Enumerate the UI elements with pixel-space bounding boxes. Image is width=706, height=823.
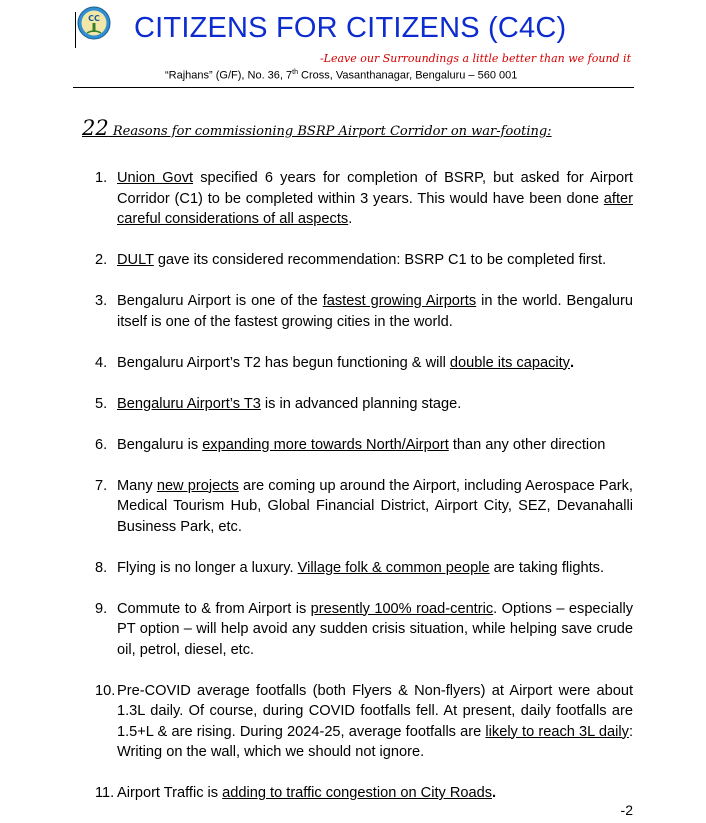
header-rule xyxy=(73,87,634,88)
list-item: 3. Bengaluru Airport is one of the fastest growing Airports in the world. Bengaluru itself is one of the fastest growing cities in the world. xyxy=(95,293,633,330)
list-item: 7. Many new projects are coming up around the Airport, including Aerospace Park, Medical Tourism Hub, Global Financial District, Airport City, SEZ, Devanahalli Business Park, etc. xyxy=(95,477,633,535)
list-item: 6. Bengaluru is expanding more towards North/Airport than any other direction xyxy=(95,436,606,453)
list-item: 2. DULT gave its considered recommendation: BSRP C1 to be completed first. xyxy=(95,252,607,268)
organization-title: CITIZENS FOR CITIZENS (C4C) xyxy=(134,12,567,44)
page-number: -2 xyxy=(620,802,633,818)
list-item: 11. Airport Traffic is adding to traffic congestion on City Roads. xyxy=(95,785,497,801)
list-item: 1. Union Govt specified 6 years for completion of BSRP, but asked for Airport Corridor (C1) to be completed within 3 years. This would have been done after careful considerations of all aspects. xyxy=(95,170,633,227)
list-item: 9. Commute to & from Airport is presently 100% road-centric. Options – especially PT option – will help avoid any sudden crisis situation, while helping save crude oil, petrol, diesel, etc. xyxy=(95,600,633,658)
list-item: 5. Bengaluru Airport’s T3 is in advanced planning stage. xyxy=(95,395,462,412)
svg-text:CC: CC xyxy=(88,14,100,23)
list-item: 10. Pre-COVID average footfalls (both Flyers & Non-flyers) at Airport were about 1.3L daily. Of course, during COVID footfalls fell. At present, daily footfalls are 1.5+L & are rising. During 2024-25, average footfalls are likely to reach 3L daily: Writing on the wall, which we should not ignore. xyxy=(95,682,633,760)
list-item: 8. Flying is no longer a luxury. Village folk & common people are taking flights. xyxy=(95,559,605,576)
reasons-list xyxy=(95,168,633,804)
address: “Rajhans” (G/F), No. 36, 7th Cross, Vasanthanagar, Bengaluru – 560 001 xyxy=(165,69,518,82)
tagline: -Leave our Surroundings a little better than we found it xyxy=(319,52,631,65)
list-item: 4. Bengaluru Airport’s T2 has begun functioning & will double its capacity. xyxy=(95,354,575,371)
c4c-logo-icon xyxy=(77,6,111,40)
document-heading: 22 Reasons for commissioning BSRP Airport Corridor on war-footing: xyxy=(82,116,552,140)
header-divider xyxy=(75,12,76,48)
